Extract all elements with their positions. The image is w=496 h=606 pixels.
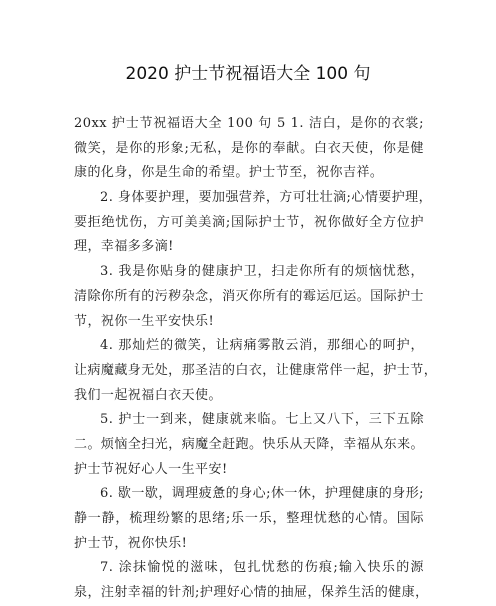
body-line: 理，幸福多多滴! xyxy=(74,239,174,255)
body-line: 让病魔藏身无处，那圣洁的白衣，让健康常伴一起，护士节， xyxy=(74,362,438,378)
body-line: 康的化身，你是生命的希望。护士节至，祝你吉祥。 xyxy=(74,165,384,181)
body-line: 微笑，是你的形象;无私，是你的奉献。白衣天使，你是健 xyxy=(74,140,424,156)
document-body xyxy=(74,112,438,606)
body-line: 护士节祝好心人一生平安! xyxy=(74,461,228,477)
body-line: 6. 歇一歇，调理疲惫的身心;休一休，护理健康的身形; xyxy=(100,486,424,502)
body-line: 静一静，梳理纷繁的思绪;乐一乐，整理忧愁的心情。国际 xyxy=(74,511,424,526)
body-line: 5. 护士一到来，健康就来临。七上又八下，三下五除 xyxy=(100,412,424,428)
body-line: 2. 身体要护理，要加强营养，方可壮壮滴;心情要护理， xyxy=(100,190,433,206)
body-line: 二。烦恼全扫光，病魔全赶跑。快乐从天降，幸福从东来。 xyxy=(74,436,424,452)
document-title: 2020 护士节祝福语大全 100 句 xyxy=(125,64,371,84)
body-line: 要拒绝忧伤，方可美美滴;国际护士节，祝你做好全方位护 xyxy=(74,214,424,230)
body-line: 3. 我是你贴身的健康护卫，扫走你所有的烦恼忧愁， xyxy=(100,264,424,280)
body-line: 4. 那灿烂的微笑，让病痛雾散云消，那细心的呵护， xyxy=(100,338,424,354)
body-line: 护士节，祝你快乐! xyxy=(74,535,188,551)
body-line: 20xx 护士节祝福语大全 100 句 5 1. 洁白，是你的衣裳; xyxy=(74,116,424,131)
body-line: 我们一起祝福白衣天使。 xyxy=(74,387,222,403)
body-line: 泉，注射幸福的针剂;护理好心情的抽屉，保养生活的健康， xyxy=(74,585,429,601)
body-line: 节，祝你一生平安快乐! xyxy=(74,313,215,329)
body-line: 7. 涂抹愉悦的滋味，包扎忧愁的伤痕;输入快乐的源 xyxy=(100,560,424,576)
body-line: 清除你所有的污秽杂念，消灭你所有的霉运厄运。国际护士 xyxy=(74,288,424,304)
